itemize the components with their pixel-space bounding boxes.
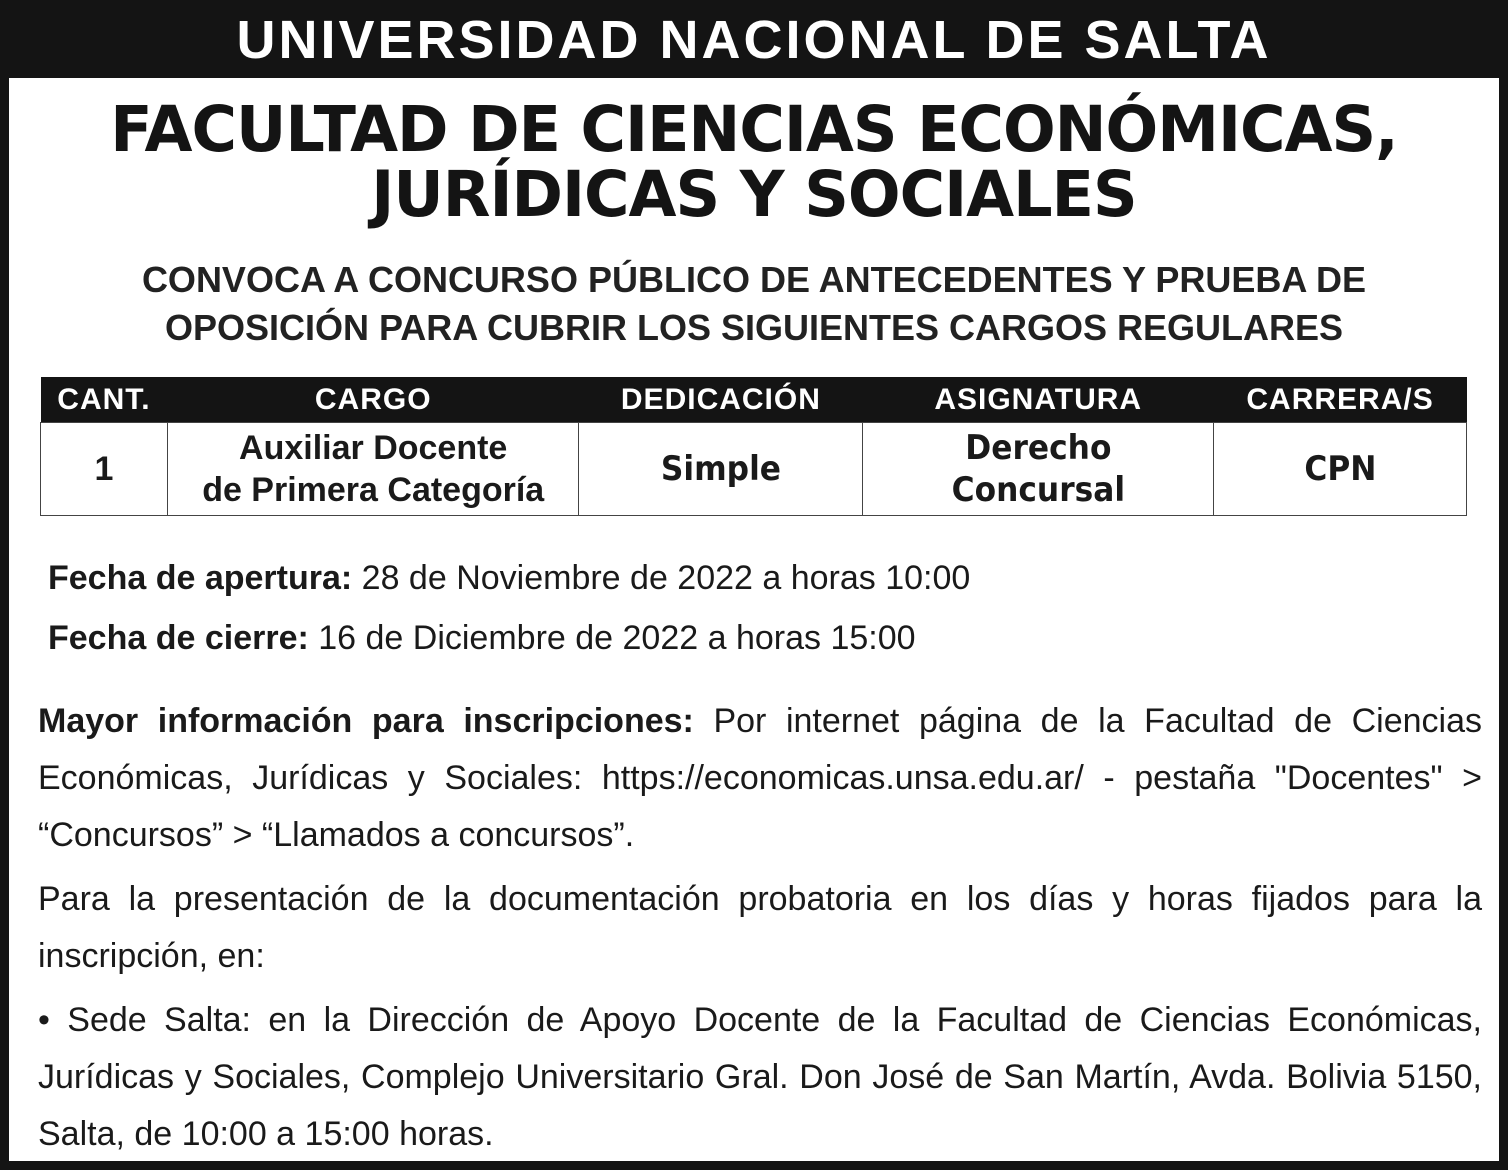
- header-carrera: CARRERA/S: [1214, 377, 1467, 423]
- faculty-title: [0, 91, 1508, 232]
- table-header-row: [41, 377, 1467, 423]
- cell-asignatura: [877, 423, 1200, 516]
- table-row: [41, 423, 1467, 516]
- faculty-title-line2: JURÍDICAS Y SOCIALES: [371, 156, 1137, 232]
- cell-cargo: [167, 423, 579, 516]
- cell-asignatura-line1: Derecho: [965, 428, 1112, 468]
- info-block: [38, 693, 1482, 1170]
- info-online-text: Por internet página de la Facultad de Ciencias Económicas, Jurídicas y Sociales: https://economicas.unsa.edu.ar/ - pestaña "Docentes" > “Concursos” > “Llamados a concursos”.: [38, 702, 1482, 854]
- header-asignatura: ASIGNATURA: [863, 377, 1214, 423]
- closing-date-label: Fecha de cierre:: [48, 619, 309, 657]
- cell-dedicacion: Simple: [590, 423, 851, 516]
- call-heading-line1: CONVOCA A CONCURSO PÚBLICO DE ANTECEDENTES Y PRUEBA DE: [141, 259, 1367, 300]
- cell-cant: 1: [41, 423, 168, 516]
- cell-carrera: CPN: [1224, 423, 1457, 516]
- info-paragraph-online: [38, 693, 1482, 864]
- university-title: UNIVERSIDAD NACIONAL DE SALTA: [236, 10, 1272, 70]
- header-dedicacion: DEDICACIÓN: [579, 377, 863, 423]
- opening-date-value: 28 de Noviembre de 2022 a horas 10:00: [352, 559, 971, 597]
- positions-table: [40, 377, 1467, 516]
- faculty-title-line1: FACULTAD DE CIENCIAS ECONÓMICAS,: [110, 91, 1398, 167]
- dates-block: [48, 548, 970, 668]
- cell-cargo-line1: Auxiliar Docente: [239, 429, 508, 467]
- closing-date: [48, 608, 970, 668]
- university-banner: [0, 0, 1508, 78]
- header-cant: CANT.: [41, 377, 168, 423]
- closing-date-value: 16 de Diciembre de 2022 a horas 15:00: [308, 619, 916, 657]
- header-cargo: CARGO: [167, 377, 579, 423]
- call-heading-line2: OPOSICIÓN PARA CUBRIR LOS SIGUIENTES CARGOS REGULARES: [164, 307, 1344, 348]
- cell-asignatura-line2: Concursal: [951, 470, 1125, 510]
- call-heading: [0, 256, 1508, 352]
- info-paragraph-documentation: Para la presentación de la documentación probatoria en los días y horas fijados para la inscripción, en:: [38, 880, 1482, 975]
- info-label: Mayor información para inscripciones:: [38, 702, 694, 740]
- info-paragraph-sede-salta: • Sede Salta: en la Dirección de Apoyo Docente de la Facultad de Ciencias Económicas, Jurídicas y Sociales, Complejo Universitario Gral. Don José de San Martín, Avda. Bolivia 5150, Salta, de 10:00 a 15:00 horas.: [38, 1001, 1482, 1153]
- opening-date-label: Fecha de apertura:: [48, 559, 353, 597]
- cell-cargo-line2: de Primera Categoría: [202, 471, 545, 509]
- opening-date: [48, 548, 970, 608]
